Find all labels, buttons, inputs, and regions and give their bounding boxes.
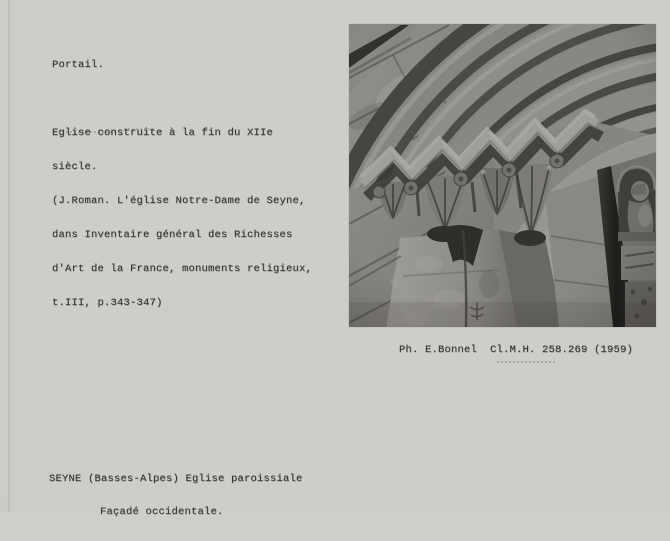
scan-crease [8, 0, 11, 512]
pencil-marks [62, 131, 116, 133]
location-line-2: Façadé occidentale. [100, 506, 224, 519]
note-title: Portail. [52, 58, 105, 71]
note-line: siècle. [52, 160, 98, 173]
portal-photograph [349, 24, 656, 327]
location-caption [49, 451, 303, 541]
location-line-1: SEYNE (Basses-Alpes) Eglise paroissiale [49, 472, 303, 485]
pencil-marks [497, 361, 555, 363]
pencil-marks [124, 128, 154, 130]
note-line: (J.Roman. L'église Notre-Dame de Seyne, [52, 194, 306, 207]
note-line: t.III, p.343-347) [52, 296, 163, 309]
note-body [52, 105, 312, 331]
note-line: dans Inventaire général des Richesses [52, 228, 293, 241]
photo-caption: Ph. E.Bonnel Cl.M.H. 258.269 (1959) [399, 344, 634, 356]
portal-photo-image [349, 24, 656, 327]
typed-notes [52, 37, 312, 354]
note-line: Eglise construite à la fin du XIIe [52, 127, 274, 140]
note-line: d'Art de la France, monuments religieux, [52, 262, 313, 275]
